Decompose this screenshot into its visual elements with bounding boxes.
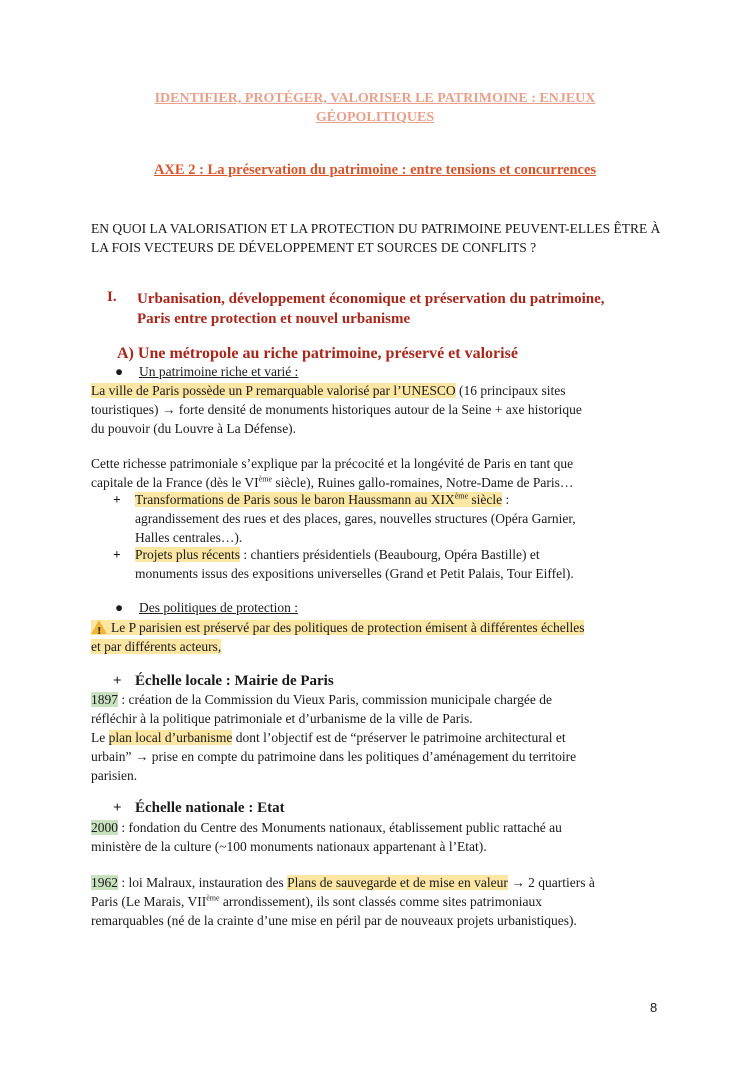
text: dont l’objectif est de “préserver le patrimoine architectural et [232, 730, 566, 745]
year-highlight: 1962 [91, 875, 118, 890]
text: siècle), Ruines gallo-romaines, Notre-Dame de Paris… [272, 475, 574, 490]
plus-marker: + [113, 547, 121, 562]
text: → 2 quartiers à [507, 875, 595, 890]
scale-heading [113, 800, 285, 817]
paragraph: 1962 : loi Malraux, instauration des Plans de sauvegarde et de mise en valeur → 2 quartiers à Paris (Le Marais, VIIème arrondissement), ils sont classés comme sites patrimoniaux remarquables (né de la crainte d’une mise en péril par de nouveaux projets urbanistiques). [91, 873, 691, 930]
scale-title: Échelle locale : Mairie de Paris [135, 673, 334, 689]
year-highlight: 1897 [91, 692, 118, 707]
page-title: IDENTIFIER, PROTÉGER, VALORISER LE PATRIMOINE : ENJEUX GÉOPOLITIQUES [154, 91, 596, 125]
text: touristiques) → forte densité de monuments historiques autour de la Seine + axe historique [91, 402, 582, 417]
highlight: Plans de sauvegarde et de mise en valeur [287, 875, 508, 890]
text: : fondation du Centre des Monuments nationaux, établissement public rattaché au [118, 820, 562, 835]
bullet-item [115, 364, 298, 380]
bullet-text: Des politiques de protection : [139, 600, 298, 615]
plus-item [113, 490, 673, 547]
text: ministère de la culture (~100 monuments nationaux appartenant à l’Etat). [91, 839, 487, 854]
paragraph [91, 818, 691, 856]
bullet-dot: ● [115, 600, 124, 615]
text: : création de la Commission du Vieux Paris, commission municipale chargée de [118, 692, 552, 707]
section-number: I. [107, 289, 117, 305]
bullet-text: Un patrimoine riche et varié : [139, 364, 299, 379]
text: (16 principaux sites [455, 383, 566, 398]
text: agrandissement des rues et des places, gares, nouvelles structures (Opéra Garnier, [135, 511, 576, 526]
highlight: Transformations de Paris sous le baron Haussmann au XIXème siècle [135, 491, 503, 507]
text: : [502, 492, 510, 507]
text: arrondissement), ils sont classés comme sites patrimoniaux [219, 894, 542, 909]
problematic-question: EN QUOI LA VALORISATION ET LA PROTECTION DU PATRIMOINE PEUVENT-ELLES ÊTRE À LA FOIS VECTEURS DE DÉVELOPPEMENT ET SOURCES DE CONFLITS ? [91, 221, 661, 255]
page-number: 8 [650, 1000, 658, 1015]
text: Cette richesse patrimoniale s’explique par la précocité et la longévité de Paris en tant que [91, 456, 574, 471]
axe-heading: AXE 2 : La préservation du patrimoine : entre tensions et concurrences [153, 162, 597, 178]
text: urbain” → prise en compte du patrimoine dans les politiques d’aménagement du territoire [91, 749, 577, 764]
bullet-dot: ● [115, 364, 124, 379]
section-title: Urbanisation, développement économique et préservation du patrimoine, Paris entre protection et nouvel urbanisme [137, 291, 605, 327]
paragraph [91, 454, 691, 492]
scale-heading [113, 673, 334, 690]
text: parisien. [91, 768, 138, 783]
paragraph: 1897 : création de la Commission du Vieux Paris, commission municipale chargée de réfléchir à la politique patrimoniale et d’urbanisme de la ville de Paris. Le plan local d’urbanisme dont l’objectif est de “préserver le patrimoine architectural et urbain” → prise en compte du patrimoine dans les politiques d’aménagement du territoire parisien. [91, 690, 691, 785]
subsection-heading: A) Une métropole au riche patrimoine, préservé et valorisé [117, 345, 518, 362]
text: réfléchir à la politique patrimoniale et d’urbanisme de la ville de Paris. [91, 711, 473, 726]
warning-paragraph [91, 618, 691, 656]
year-highlight: 2000 [91, 820, 118, 835]
superscript: ème [258, 474, 272, 484]
text: monuments issus des expositions universelles (Grand et Petit Palais, Tour Eiffel). [135, 566, 574, 581]
plus-marker: + [113, 492, 121, 507]
plus-item [113, 545, 673, 583]
highlight: Le P parisien est préservé par des politiques de protection émisent à différentes échelles [111, 620, 585, 635]
text: du pouvoir (du Louvre à La Défense). [91, 421, 297, 436]
highlight: Projets plus récents [135, 547, 240, 562]
scale-title: Échelle nationale : Etat [135, 800, 285, 816]
text: remarquables (né de la crainte d’une mise en péril par de nouveaux projets urbanistiques). [91, 913, 577, 928]
text: : chantiers présidentiels (Beaubourg, Opéra Bastille) et [239, 547, 540, 562]
highlight: plan local d’urbanisme [108, 730, 233, 745]
plus-marker: + [113, 800, 122, 816]
highlight: et par différents acteurs, [91, 639, 222, 654]
highlight: La ville de Paris possède un P remarquable valorisé par l’UNESCO [91, 383, 456, 398]
bullet-item [115, 600, 298, 616]
plus-marker: + [113, 673, 122, 689]
warning-icon [91, 620, 107, 634]
superscript: ème [206, 893, 220, 903]
paragraph [91, 381, 691, 438]
text: Halles centrales…). [135, 530, 243, 545]
text: capitale de la France (dès le VI [91, 475, 259, 490]
